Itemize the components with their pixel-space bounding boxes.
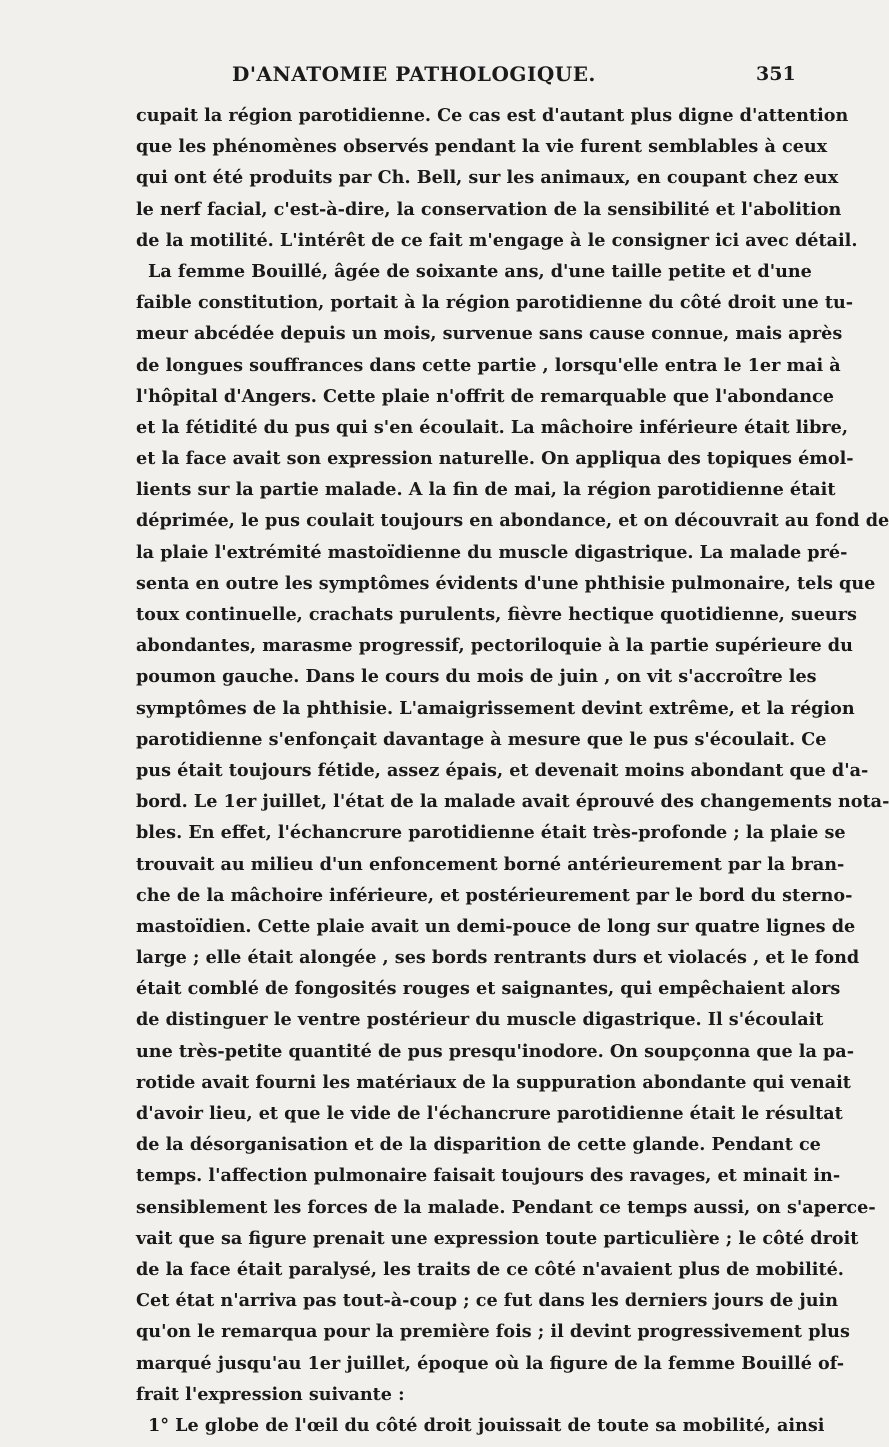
text-line: de la désorganisation et de la disparition de cette glande. Pendant ce: [136, 1134, 821, 1156]
text-line: pus était toujours fétide, assez épais, et devenait moins abondant que d'a-: [136, 759, 869, 781]
text-line: rotide avait fourni les matériaux de la suppuration abondante qui venait: [136, 1071, 851, 1093]
text-line: lients sur la partie malade. A la fin de mai, la région parotidienne était: [136, 479, 836, 501]
text-line: senta en outre les symptômes évidents d'une phthisie pulmonaire, tels que: [136, 572, 876, 594]
text-line: que les phénomènes observés pendant la vie furent semblables à ceux: [136, 136, 828, 158]
running-head: D'ANATOMIE PATHOLOGIQUE.: [232, 62, 596, 86]
text-line: l'hôpital d'Angers. Cette plaie n'offrit de remarquable que l'abondance: [136, 385, 834, 407]
text-line: de la motilité. L'intérêt de ce fait m'engage à le consigner ici avec détail.: [136, 229, 858, 251]
text-line: poumon gauche. Dans le cours du mois de juin , on vit s'accroître les: [136, 666, 817, 688]
text-line: meur abcédée depuis un mois, survenue sans cause connue, mais après: [136, 323, 843, 345]
text-line: large ; elle était alongée , ses bords rentrants durs et violacés , et le fond: [136, 947, 860, 969]
text-line: che de la mâchoire inférieure, et postérieurement par le bord du sterno-: [136, 884, 853, 906]
text-line: qui ont été produits par Ch. Bell, sur les animaux, en coupant chez eux: [136, 167, 839, 189]
text-line: de longues souffrances dans cette partie , lorsqu'elle entra le 1er mai à: [136, 354, 841, 376]
text-line: bles. En effet, l'échancrure parotidienne était très-profonde ; la plaie se: [136, 822, 846, 844]
text-line: Cet état n'arriva pas tout-à-coup ; ce fut dans les derniers jours de juin: [136, 1290, 839, 1312]
text-line: la plaie l'extrémité mastoïdienne du muscle digastrique. La malade pré-: [136, 541, 848, 563]
text-line: qu'on le remarqua pour la première fois ; il devint progressivement plus: [136, 1321, 850, 1343]
text-line: déprimée, le pus coulait toujours en abondance, et on découvrait au fond de: [136, 510, 889, 532]
text-line: temps. l'affection pulmonaire faisait toujours des ravages, et minait in-: [136, 1165, 841, 1187]
text-line: et la fétidité du pus qui s'en écoulait. La mâchoire inférieure était libre,: [136, 416, 848, 438]
text-line: sensiblement les forces de la malade. Pendant ce temps aussi, on s'aperce-: [136, 1196, 876, 1218]
text-line: vait que sa figure prenait une expression toute particulière ; le côté droit: [136, 1227, 859, 1249]
text-line: le nerf facial, c'est-à-dire, la conservation de la sensibilité et l'abolition: [136, 198, 842, 220]
text-line: parotidienne s'enfonçait davantage à mesure que le pus s'écoulait. Ce: [136, 728, 827, 750]
text-line: bord. Le 1er juillet, l'état de la malade avait éprouvé des changements nota-: [136, 791, 889, 813]
text-line: marqué jusqu'au 1er juillet, époque où la figure de la femme Bouillé of-: [136, 1352, 845, 1374]
text-line: abondantes, marasme progressif, pectoriloquie à la partie supérieure du: [136, 635, 853, 657]
text-line: de distinguer le ventre postérieur du muscle digastrique. Il s'écoulait: [136, 1009, 824, 1031]
text-line: de la face était paralysé, les traits de ce côté n'avaient plus de mobilité.: [136, 1258, 844, 1280]
body-text: [136, 100, 889, 1441]
text-line: et la face avait son expression naturelle. On appliqua des topiques émol-: [136, 448, 854, 470]
text-line: trouvait au milieu d'un enfoncement borné antérieurement par la bran-: [136, 853, 845, 875]
text-line: cupait la région parotidienne. Ce cas est d'autant plus digne d'attention: [136, 105, 849, 126]
page-number: 351: [756, 63, 796, 85]
text-line: frait l'expression suivante :: [136, 1383, 405, 1405]
text-line: d'avoir lieu, et que le vide de l'échancrure parotidienne était le résultat: [136, 1103, 843, 1124]
text-line: était comblé de fongosités rouges et saignantes, qui empêchaient alors: [136, 978, 841, 1000]
text-line: mastoïdien. Cette plaie avait un demi-pouce de long sur quatre lignes de: [136, 915, 856, 937]
text-line: symptômes de la phthisie. L'amaigrissement devint extrême, et la région: [136, 697, 855, 719]
text-line: faible constitution, portait à la région parotidienne du côté droit une tu-: [136, 292, 854, 314]
text-line: La femme Bouillé, âgée de soixante ans, d'une taille petite et d'une: [148, 260, 812, 282]
page-header: [136, 62, 800, 96]
text-line: une très-petite quantité de pus presqu'inodore. On soupçonna que la pa-: [136, 1040, 855, 1062]
text-line: toux continuelle, crachats purulents, fièvre hectique quotidienne, sueurs: [136, 604, 857, 625]
text-line: 1° Le globe de l'œil du côté droit jouissait de toute sa mobilité, ainsi: [148, 1414, 825, 1436]
